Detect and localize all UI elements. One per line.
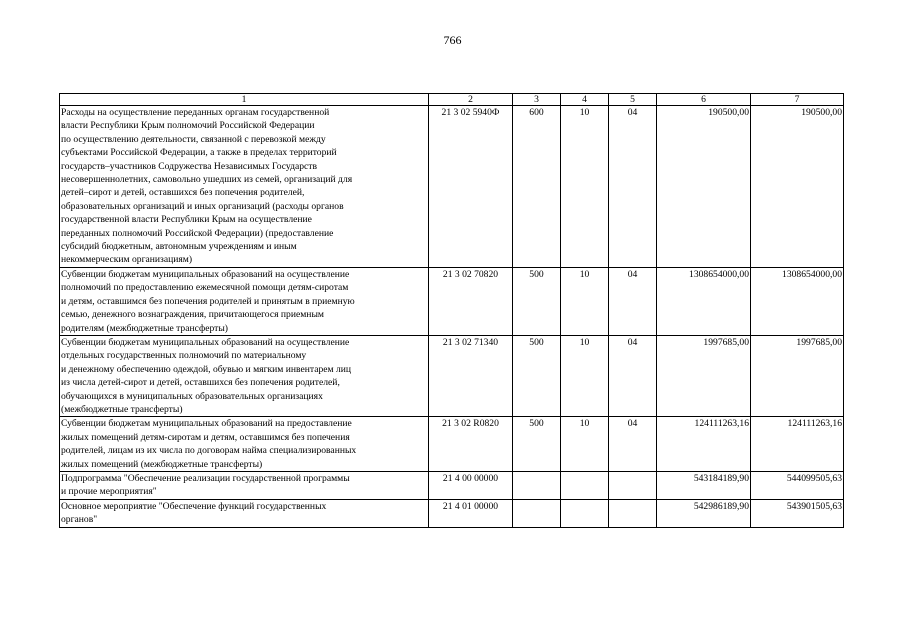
description-line: несовершеннолетних, самовольно ушедших из семей, организаций для	[61, 174, 353, 186]
header-cell-6: 6	[657, 94, 751, 106]
row-amount-6: 124111263,16	[657, 417, 751, 472]
description-line: родителям (межбюджетные трансферты)	[61, 322, 228, 334]
row-description	[60, 267, 429, 335]
row-description	[60, 499, 429, 527]
description-line: и детям, оставшимся без попечения родителей и принятым в приемную	[61, 295, 355, 307]
description-line: отдельных государственных полномочий по материальному	[61, 350, 307, 362]
description-line: органов"	[61, 514, 98, 526]
description-line: жилых помещений детям-сиротам и детям, оставшимся без попечения	[61, 431, 350, 443]
row-col4: 10	[561, 417, 609, 472]
header-cell-5: 5	[609, 94, 657, 106]
description-line: семью, денежного вознаграждения, причитающегося приемным	[61, 309, 324, 321]
row-description	[60, 335, 429, 416]
description-line: Расходы на осуществление переданных органам государственной	[61, 107, 330, 118]
row-col3: 500	[513, 417, 561, 472]
description-line: полномочий по предоставлению ежемесячной помощи детям-сиротам	[61, 282, 349, 294]
row-amount-7: 543901505,63	[751, 499, 844, 527]
row-amount-6: 1997685,00	[657, 335, 751, 416]
description-line: образовательных организаций и иных организаций (расходы органов	[61, 200, 344, 212]
description-line: Субвенции бюджетам муниципальных образований на осуществление	[61, 268, 350, 280]
row-col4: 10	[561, 267, 609, 335]
budget-table	[59, 93, 844, 528]
row-col5	[609, 471, 657, 499]
row-col5: 04	[609, 417, 657, 472]
row-code: 21 3 02 71340	[429, 335, 513, 416]
description-line: из числа детей-сирот и детей, оставшихся без попечения родителей,	[61, 377, 340, 389]
header-cell-7: 7	[751, 94, 844, 106]
row-col5: 04	[609, 106, 657, 268]
row-amount-6: 190500,00	[657, 106, 751, 268]
description-line: по осуществлению деятельности, связанной с перевозкой между	[61, 133, 326, 145]
row-amount-6: 543184189,90	[657, 471, 751, 499]
row-col3	[513, 499, 561, 527]
description-line: Субвенции бюджетам муниципальных образований на осуществление	[61, 336, 350, 348]
row-amount-6: 542986189,90	[657, 499, 751, 527]
row-amount-7: 544099505,63	[751, 471, 844, 499]
row-col5: 04	[609, 335, 657, 416]
row-col5: 04	[609, 267, 657, 335]
description-line: власти Республики Крым полномочий Российской Федерации	[61, 120, 315, 132]
table-header-row	[60, 94, 844, 106]
description-line: родителей, лицам из их числа по договорам найма специализированных	[61, 445, 357, 457]
row-col3: 500	[513, 335, 561, 416]
row-col3: 500	[513, 267, 561, 335]
table-row	[60, 335, 844, 416]
row-description	[60, 417, 429, 472]
row-code: 21 4 01 00000	[429, 499, 513, 527]
row-code: 21 4 00 00000	[429, 471, 513, 499]
description-line: обучающихся в муниципальных образовательных организациях	[61, 390, 323, 402]
description-line: субсидий бюджетным, автономным учреждениям и иным	[61, 241, 297, 253]
description-line: государственной власти Республики Крым на осуществление	[61, 214, 312, 226]
page-number: 766	[443, 33, 462, 47]
row-amount-7: 124111263,16	[751, 417, 844, 472]
row-col4: 10	[561, 335, 609, 416]
row-description	[60, 471, 429, 499]
description-line: переданных полномочий Российской Федерации) (предоставление	[61, 227, 334, 239]
row-col4	[561, 499, 609, 527]
description-line: и прочие мероприятия"	[61, 486, 157, 498]
table-row	[60, 499, 844, 527]
description-line: и денежному обеспечению одеждой, обувью и мягким инвентарем лиц	[61, 363, 352, 375]
header-cell-4: 4	[561, 94, 609, 106]
row-code: 21 3 02 5940Ф	[429, 106, 513, 268]
table-row	[60, 417, 844, 472]
row-col3	[513, 471, 561, 499]
table-row	[60, 106, 844, 268]
row-col4	[561, 471, 609, 499]
header-cell-1: 1	[60, 94, 429, 106]
row-code: 21 3 02 R0820	[429, 417, 513, 472]
row-code: 21 3 02 70820	[429, 267, 513, 335]
table-row	[60, 267, 844, 335]
description-line: (межбюджетные трансферты)	[61, 403, 183, 415]
row-amount-6: 1308654000,00	[657, 267, 751, 335]
row-amount-7: 190500,00	[751, 106, 844, 268]
description-line: Субвенции бюджетам муниципальных образований на предоставление	[61, 418, 352, 430]
description-line: государств–участников Содружества Независимых Государств	[61, 160, 318, 172]
row-amount-7: 1997685,00	[751, 335, 844, 416]
description-line: некоммерческим организациям)	[61, 254, 193, 266]
row-col3: 600	[513, 106, 561, 268]
row-col4: 10	[561, 106, 609, 268]
row-description	[60, 106, 429, 268]
header-cell-2: 2	[429, 94, 513, 106]
description-line: Основное мероприятие "Обеспечение функций государственных	[61, 500, 327, 512]
description-line: жилых помещений (межбюджетные трансферты)	[61, 458, 263, 470]
header-cell-3: 3	[513, 94, 561, 106]
description-line: Подпрограмма "Обеспечение реализации государственной программы	[61, 472, 350, 484]
table-row	[60, 471, 844, 499]
description-line: субъектами Российской Федерации, а также в пределах территорий	[61, 147, 337, 159]
description-line: детей–сирот и детей, оставшихся без попечения родителей,	[61, 187, 305, 199]
row-col5	[609, 499, 657, 527]
row-amount-7: 1308654000,00	[751, 267, 844, 335]
